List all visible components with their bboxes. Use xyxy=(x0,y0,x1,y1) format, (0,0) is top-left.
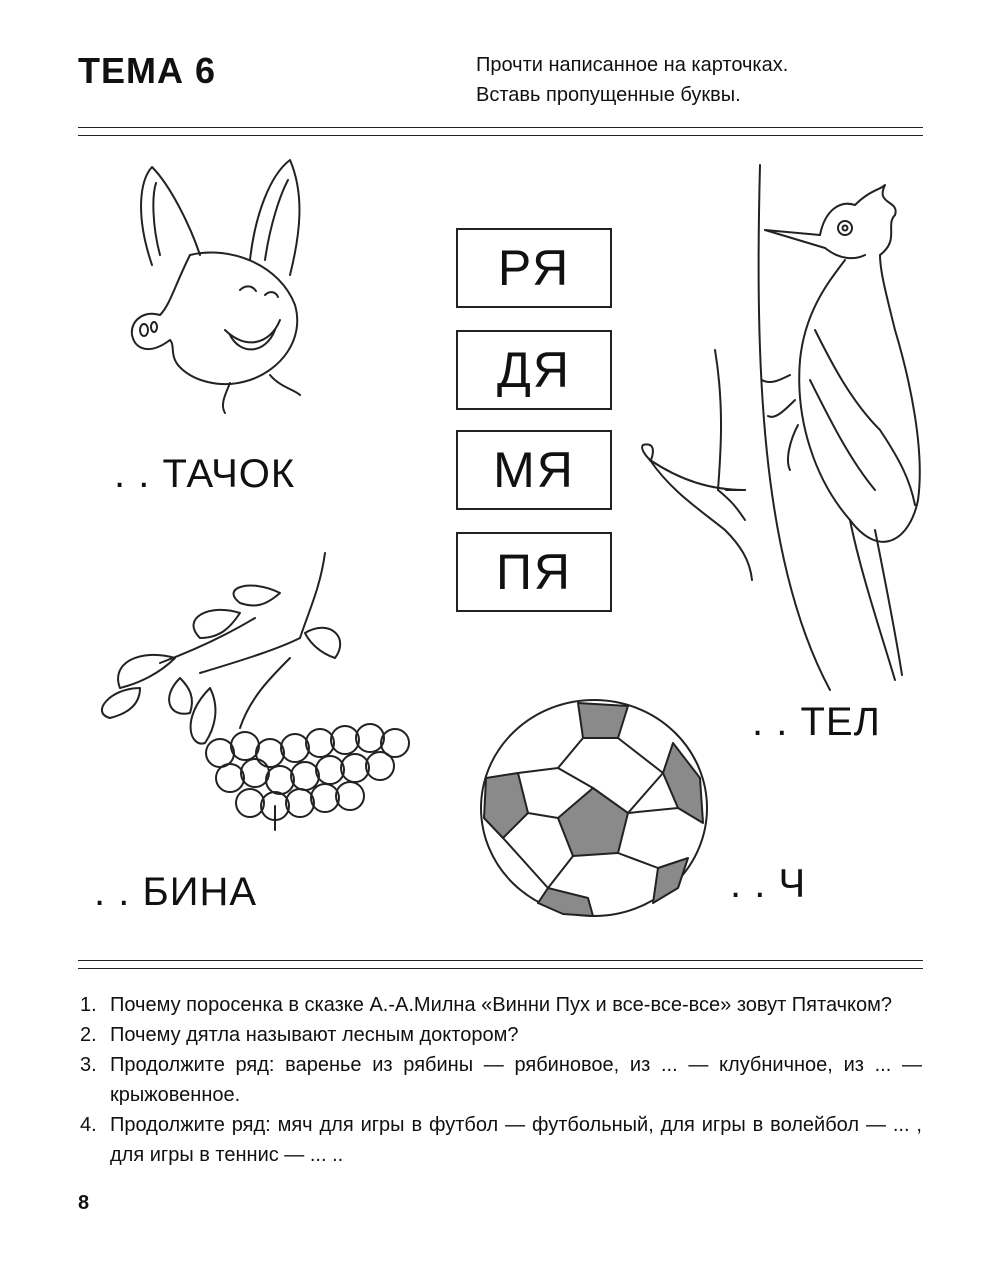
bottom-divider xyxy=(78,960,923,969)
piglet-illustration xyxy=(130,155,310,415)
question-text: Продолжите ряд: мяч для игры в футбол — футбольный, для игры в волейбол — ... , для игры в теннис — ... .. xyxy=(110,1114,922,1166)
questions-list xyxy=(80,990,922,1170)
top-divider xyxy=(78,127,923,136)
instruction-text xyxy=(476,50,788,110)
letter-card-3: МЯ xyxy=(456,430,612,510)
letter-card-1: РЯ xyxy=(456,228,612,308)
question-item xyxy=(80,1110,922,1170)
woodpecker-illustration xyxy=(640,160,940,690)
letter-card-4: ПЯ xyxy=(456,532,612,612)
page-title: ТЕМА 6 xyxy=(78,50,217,91)
question-number: 3. xyxy=(80,1054,97,1076)
instruction-line-2: Вставь пропущенные буквы. xyxy=(476,84,741,106)
page-number: 8 xyxy=(78,1192,90,1214)
soccer-ball-illustration xyxy=(478,698,710,918)
rowan-illustration xyxy=(80,548,415,833)
question-text: Продолжите ряд: варенье из рябины — рябиновое, из ... — клубничное, из ... — крыжовенное. xyxy=(110,1054,922,1106)
question-item xyxy=(80,1050,922,1110)
word-rowan: . . БИНА xyxy=(94,870,258,914)
letter-card-2: ДЯ xyxy=(456,330,612,410)
instruction-line-1: Прочти написанное на карточках. xyxy=(476,54,789,76)
question-number: 2. xyxy=(80,1024,97,1046)
question-number: 1. xyxy=(80,994,97,1016)
question-number: 4. xyxy=(80,1114,97,1136)
question-text: Почему поросенка в сказке А.-А.Милна «Винни Пух и все-все-все» зовут Пятачком? xyxy=(110,994,893,1016)
question-item xyxy=(80,990,922,1020)
word-woodpecker: . . ТЕЛ xyxy=(752,700,881,744)
question-item xyxy=(80,1020,922,1050)
question-text: Почему дятла называют лесным доктором? xyxy=(110,1024,519,1046)
word-piglet: . . ТАЧОК xyxy=(114,452,296,496)
word-ball: . . Ч xyxy=(730,862,807,906)
